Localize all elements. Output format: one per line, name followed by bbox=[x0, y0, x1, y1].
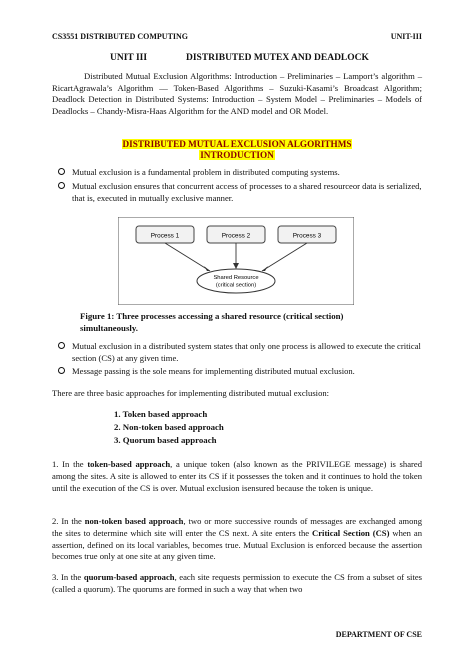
para-body: , each site requests permission to execute the CS from a subset of sites (called a quorum). The quorums are formed in such a way that when two bbox=[52, 572, 422, 594]
bullet-item bbox=[72, 166, 422, 178]
approaches-intro: There are three basic approaches for implementing distributed mutual exclusion: bbox=[52, 388, 330, 398]
para-prefix: 3. In the bbox=[52, 572, 84, 582]
unit-tag-header: UNIT-III bbox=[390, 32, 422, 41]
figure-caption: Figure 1: Three processes accessing a shared resource (critical section) simultaneously. bbox=[80, 311, 344, 333]
bullet-circle-icon bbox=[58, 367, 65, 374]
shared-resource-ellipse bbox=[197, 269, 275, 293]
section-title-line1: DISTRIBUTED MUTUAL EXCLUSION ALGORITHMS bbox=[122, 139, 352, 149]
bullet-text: Mutual exclusion ensures that concurrent access of processes to a shared resourceor data is serialized, that is, executed in mutually exclusive manner. bbox=[72, 181, 422, 203]
unit-number: UNIT III bbox=[110, 53, 148, 63]
resource-label: Shared Resource bbox=[213, 275, 259, 281]
para-prefix: 1. In the bbox=[52, 459, 88, 469]
unit-title: DISTRIBUTED MUTEX AND DEADLOCK bbox=[186, 53, 369, 63]
paragraph-token-based bbox=[52, 459, 422, 494]
para-body: , a unique token (also known as the PRIVILEGE message) is shared among the sites. A site is allowed to enter its CS if it possesses the token and it continues to hold the token until the execution of the CS is over. Mutual exclusion isensured because the token is unique. bbox=[52, 459, 422, 493]
para-term: token-based approach bbox=[87, 459, 171, 469]
bullet-item bbox=[72, 365, 422, 377]
process-label: Process 2 bbox=[221, 232, 251, 240]
para-term: Critical Section (CS) bbox=[312, 527, 390, 538]
para-term: quorum-based approach bbox=[83, 572, 175, 582]
process-label: Process 1 bbox=[150, 232, 180, 240]
para-body: when an assertion, defined on its local variables, becomes true. Mutual Exclusion is enforced because the assertion becomes true only at one site at any given time. bbox=[52, 527, 422, 562]
para-body: , two or more successive rounds of messages are exchanged among the sites to determine which site will enter the CS next. A site enters the bbox=[52, 516, 422, 538]
paragraph-quorum-based bbox=[52, 572, 422, 596]
bullet-circle-icon bbox=[58, 168, 65, 175]
bullet-item bbox=[72, 340, 422, 364]
approaches-list bbox=[114, 408, 224, 447]
list-item: 1. Token based approach bbox=[114, 409, 208, 419]
paragraph-non-token-based bbox=[52, 516, 422, 563]
bullet-text: Message passing is the sole means for implementing distributed mutual exclusion. bbox=[72, 366, 355, 376]
section-title-line2: INTRODUCTION bbox=[200, 150, 274, 160]
process-label: Process 3 bbox=[292, 232, 322, 240]
para-term: non-token based approach bbox=[84, 516, 184, 526]
bullet-text: Mutual exclusion is a fundamental problem in distributed computing systems. bbox=[72, 167, 340, 177]
bullet-circle-icon bbox=[58, 342, 65, 349]
list-item: 2. Non-token based approach bbox=[114, 422, 224, 432]
bullet-item bbox=[72, 180, 422, 204]
list-item: 3. Quorum based approach bbox=[114, 435, 217, 445]
course-header: CS3551 DISTRIBUTED COMPUTING bbox=[52, 32, 189, 41]
resource-sublabel: (critical section) bbox=[215, 282, 257, 289]
shared-resource-diagram bbox=[118, 217, 354, 305]
para-prefix: 2. In the bbox=[52, 516, 85, 526]
section-title bbox=[52, 139, 422, 161]
syllabus-intro: Distributed Mutual Exclusion Algorithms: Introduction – Preliminaries – Lamport’s algorithm – RicartAgrawala’s Algorithm –– Token-Based Algorithms – Suzuki-Kasami’s Broadcast Algorithm; Deadlock Detection in Distributed Systems: Introduction – System Model – Preliminaries – Models of Deadlocks – Chandy-Misra-Haas Algorithm for the AND model and OR Model. bbox=[52, 71, 422, 116]
bullet-circle-icon bbox=[58, 182, 65, 189]
bullet-text: Mutual exclusion in a distributed system states that only one process is allowed to execute the critical section (CS) at any given time. bbox=[72, 341, 421, 363]
department-footer: DEPARTMENT OF CSE bbox=[335, 630, 422, 639]
